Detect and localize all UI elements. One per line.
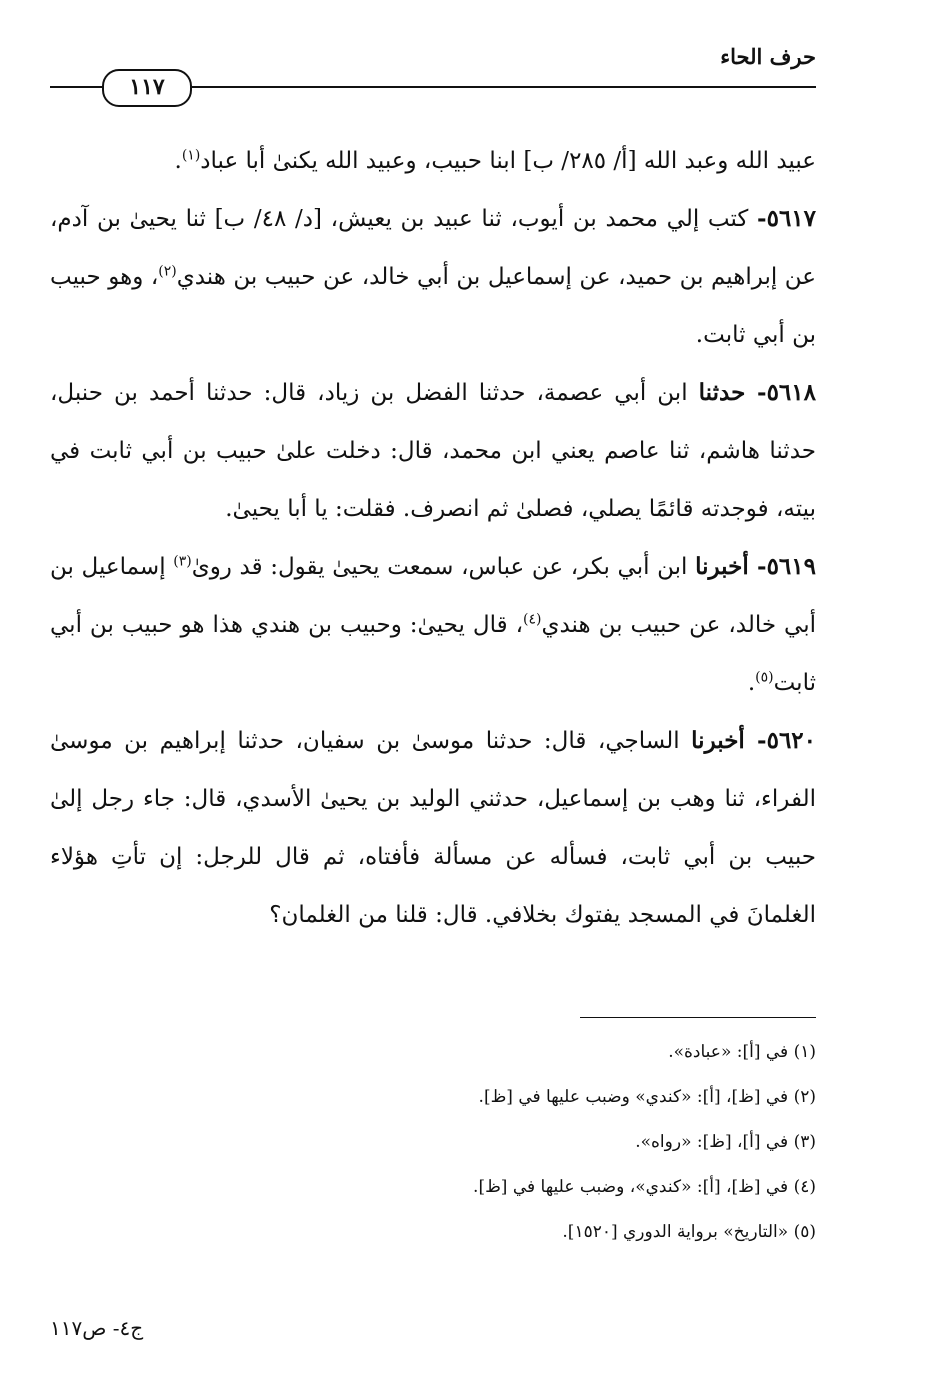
hadith-number: ٥٦١٩-	[757, 553, 816, 580]
page-number-badge: ١١٧	[102, 69, 192, 107]
footnote-marker: (٣)	[173, 553, 192, 570]
paragraph-text: ، قال يحيىٰ: وحبيب بن هندي هذا هو حبيب بن أبي ثابت	[50, 612, 816, 696]
hadith-5618	[50, 364, 816, 538]
paragraph-text: كتب إلي محمد بن أيوب، ثنا عبيد بن يعيش، [د/ ٤٨/ ب] ثنا يحيىٰ بن آدم، عن إبراهيم بن حميد، عن إسماعيل بن أبي خالد، عن حبيب بن هندي	[50, 206, 816, 290]
paragraph-intro	[50, 132, 816, 190]
footnote-marker: (٥)	[755, 669, 774, 686]
transmission-term: أخبرنا	[695, 553, 758, 580]
paragraph-text: ابن أبي بكر، عن عباس، سمعت يحيىٰ يقول: قد روىٰ	[191, 554, 696, 580]
footnote-item: (٤) في [ظ]، [أ]: «كندي»، وضبب عليها في [ظ].	[473, 1177, 816, 1197]
paragraph-text: عبيد الله وعبد الله [أ/ ٢٨٥/ ب] ابنا حبيب، وعبيد الله يكنىٰ أبا عباد	[200, 148, 816, 174]
hadith-5617	[50, 190, 816, 364]
paragraph-text: إسماعيل بن أبي خالد، عن حبيب بن هندي	[50, 554, 817, 638]
paragraph-text: الساجي، قال: حدثنا موسىٰ بن سفيان، حدثنا إبراهيم بن موسىٰ الفراء، ثنا وهب بن إسماعيل، حدثني الوليد بن يحيىٰ الأسدي، قال: جاء رجل إلىٰ حبيب بن أبي ثابت، فسأله عن مسألة فأفتاه، ثم قال للرجل: إن تأتِ هؤلاء الغلمانَ في المسجد يفتوك بخلافي. قال: قلنا من الغلمان؟	[50, 728, 816, 928]
footnote-item: (٢) في [ظ]، [أ]: «كندي» وضبب عليها في [ظ].	[478, 1087, 816, 1107]
footnote-rule	[580, 1017, 816, 1018]
hadith-number: ٥٦١٧-	[757, 205, 817, 232]
hadith-number: ٥٦١٨-	[757, 379, 816, 406]
hadith-number: ٥٦٢٠-	[757, 727, 817, 754]
footnote-marker: (٤)	[523, 611, 542, 628]
footnote-item: (٣) في [أ]، [ظ]: «رواه».	[635, 1132, 816, 1152]
paragraph-text: .	[174, 148, 182, 174]
volume-page-marker: ج٤- ص١١٧	[50, 1316, 144, 1340]
main-text	[50, 132, 816, 944]
footnote-marker: (٢)	[158, 263, 177, 280]
hadith-5620	[50, 712, 816, 944]
footnotes	[50, 1030, 816, 1255]
transmission-term: أخبرنا	[691, 727, 758, 754]
footnote-item: (٥) «التاريخ» برواية الدوري [١٥٢٠].	[562, 1222, 816, 1242]
paragraph-text: .	[747, 670, 756, 696]
hadith-5619	[50, 538, 816, 712]
footnote-marker: (١)	[181, 147, 201, 164]
transmission-term: حدثنا	[698, 379, 758, 406]
paragraph-text: ، وهو حبيب بن أبي ثابت.	[50, 264, 816, 348]
running-title: حرف الحاء	[720, 44, 816, 69]
footnote-item: (١) في [أ]: «عبادة».	[668, 1042, 816, 1062]
paragraph-text: ابن أبي عصمة، حدثنا الفضل بن زياد، قال: حدثنا أحمد بن حنبل، حدثنا هاشم، ثنا عاصم يعني ابن محمد، قال: دخلت علىٰ حبيب بن أبي ثابت في بيته، فوجدته قائمًا يصلي، فصلىٰ ثم انصرف. فقلت: يا أبا يحيىٰ.	[50, 380, 816, 522]
